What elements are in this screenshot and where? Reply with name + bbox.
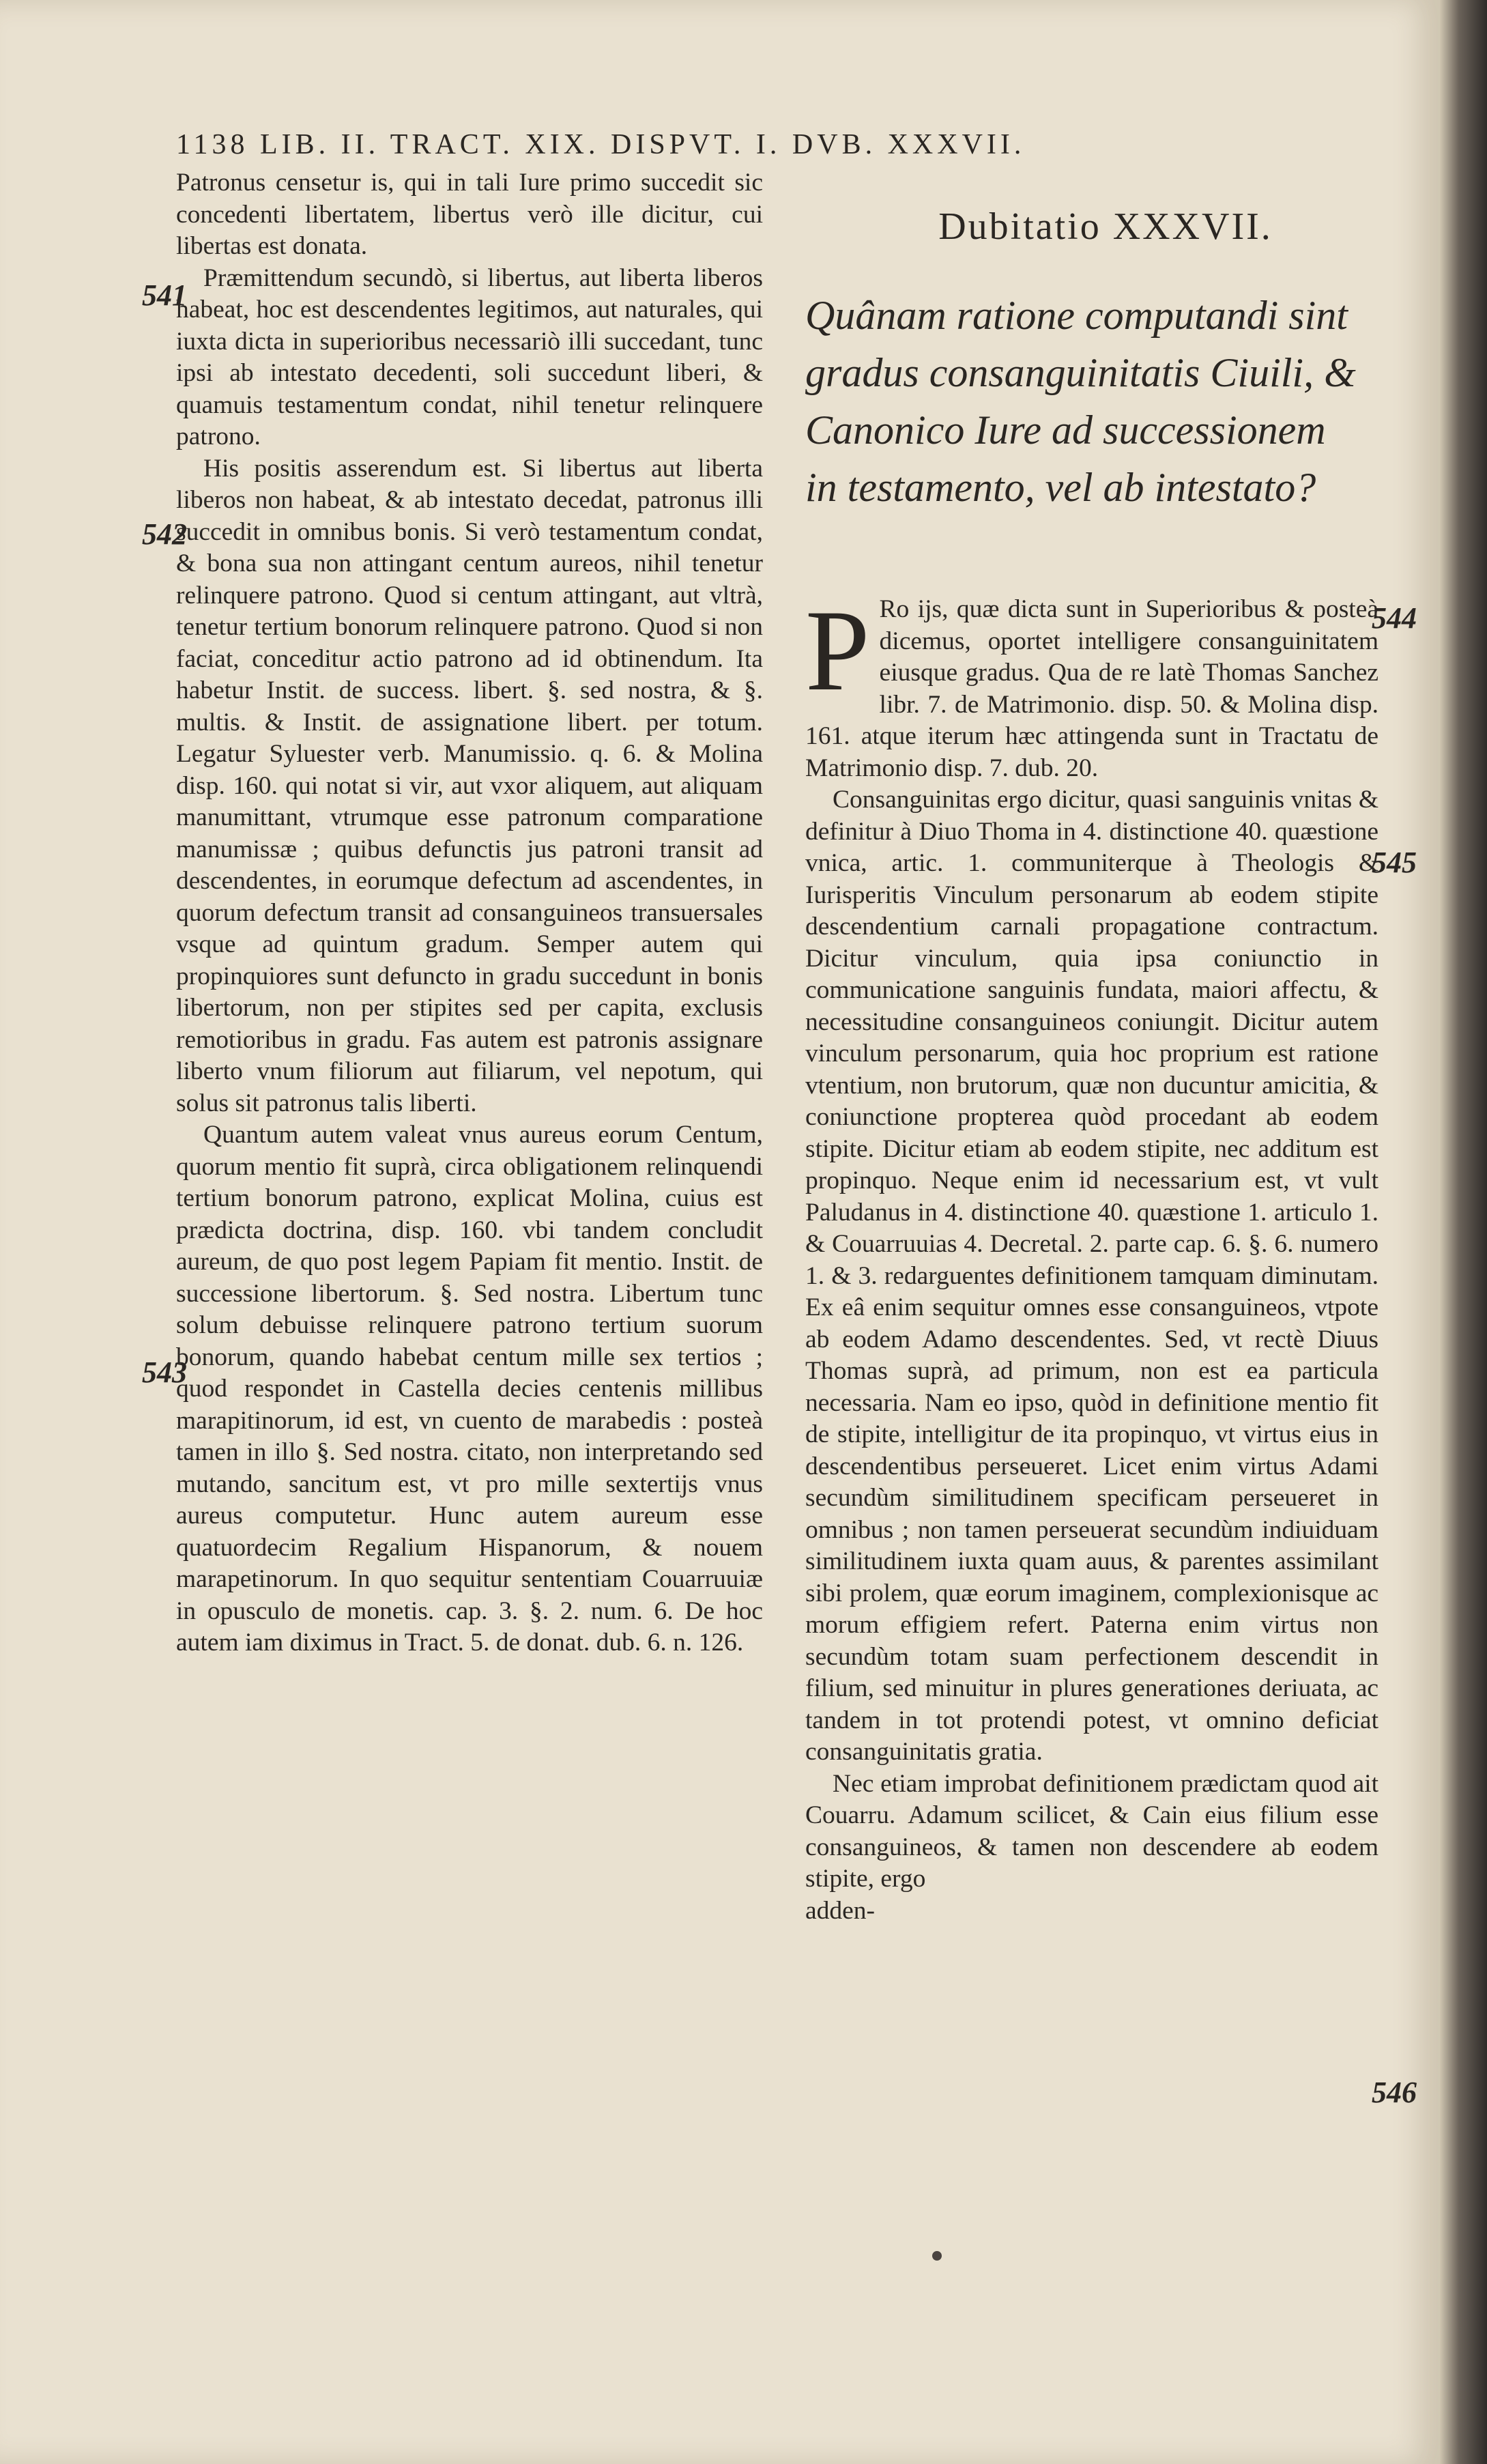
right-column [805, 586, 1378, 1927]
ink-dot [932, 2251, 942, 2261]
paragraph-542: His positis asserendum est. Si libertus aut liberta liberos non habeat, & ab intestato decedat, patronus illi succedit in omnibus bonis. Si verò testamentum condat, & bona sua non attingant centum aureos, nihil tenetur relinquere patrono. Quod si centum attingant, aut vltrà, tenetur tertium bonorum relinquere patrono. Quod si non faciat, conceditur actio patrono ad id obtinendum. Ita habetur Instit. de success. libert. §. sed nostra, & §. multis. & Instit. de assignatione libert. per totum. Legatur Syluester verb. Manumissio. q. 6. & Molina disp. 160. qui notat si vir, aut vxor aliquem, aut aliquam manumittant, vtrumque esse patronum comparatione manumissæ ; quibus defunctis jus patroni transit ad descendentes, in eorumque defectum ad ascendentes, in quorum defectum transit ad consanguineos transuersales vsque ad quintum gradum. Semper autem qui propinquiores sunt defuncto in gradu succedunt in bonis libertorum, non per stipites sed per capita, exclusis remotioribus in gradu. Fas autem est patronis assignare liberto vnum filiorum aut filiarum, vel nepotum, qui solus sit patronus talis liberti. [176, 454, 763, 1117]
margin-number-543: 543 [142, 1356, 187, 1389]
margin-number-546: 546 [1372, 2076, 1417, 2109]
margin-number-542: 542 [142, 517, 187, 551]
paragraph-544 [805, 586, 1378, 784]
margin-number-545: 545 [1372, 846, 1417, 879]
page-edge-shadow [1440, 0, 1487, 2464]
paragraph-541: Præmittendum secundò, si libertus, aut liberta liberos habeat, hoc est descendentes legitimos, aut naturales, qui iuxta dicta in superioribus necessariò illi succedant, tunc ipsi ab intestato decedenti, soli succedunt liberi, & quamuis testamentum condat, nihil tenetur relinquere patrono. [176, 263, 763, 450]
paragraph-intro: Patronus censetur is, qui in tali Iure primo succedit sic concedenti libertatem, libertus verò ille dicitur, cui libertas est donata. [176, 169, 763, 260]
paragraph-545: Consanguinitas ergo dicitur, quasi sanguinis vnitas & definitur à Diuo Thoma in 4. distinctione 40. quæstione vnica, artic. 1. communiterque à Theologis & Iurisperitis Vinculum personarum ab eodem stipite descendentium carnali propagatione contractum. Dicitur vinculum, quia ipsa coniunctio in communicatione sanguinis fundata, maiori affectu, & necessitudine consanguineos coniungit. Dicitur autem vinculum personarum, quia hoc proprium est ratione vtentium, non brutorum, quæ non ducuntur amicitia, & coniunctione propterea quòd procedant ab eodem stipite. Dicitur etiam ab eodem stipite, nec additum est propinquo. Neque enim id necessarium est, vt vult Paludanus in 4. distinctione 40. quæstione 1. articulo 1. & Couarruuias 4. Decretal. 2. parte cap. 6. §. 6. numero 1. & 3. redarguentes definitionem tamquam diminutam. Ex eâ enim sequitur omnes esse consanguineos, vtpote ab eodem Adamo descendentes. Sed, vt rectè Diuus Thomas suprà, ad primum, non est ea particula necessaria. Nam eo ipso, quòd in definitione mentio fit de stipite, intelligitur de ita propinquo, vt virtus eius in descendentibus perseueret. Licet enim virtus Adami secundùm similitudinem specificam perseueret in omnibus ; non tamen perseuerat secundùm indiuiduam similitudinem iuxta quam auus, & parentes assimilant sibi prolem, quæ eorum imaginem, complexionisque ac morum effigiem refert. Paterna enim virtus non secundùm totam suam perfectionem descendit in filium, sed minuitur in plures generationes deriuata, ac tandem in tot protendi potest, vt omnino deficiat consanguinitatis gratia. [805, 786, 1378, 1766]
paragraph-543: Quantum autem valeat vnus aureus eorum Centum, quorum mentio fit suprà, circa obligationem relinquendi tertium bonorum patrono, explicat Molina, cuius est prædicta doctrina, disp. 160. vbi tandem concludit aureum, de quo post legem Papiam fit mentio. Instit. de successione libertorum. §. Sed nostra. Libertum tunc solum debuisse relinquere patrono tertium suorum bonorum, quando habebat centum mille sex tertios ; quod respondet in Castella decies centenis millibus marapitinorum, id est, vn cuento de marabedis : posteà tamen in illo §. Sed nostra. citato, non interpretando sed mutando, sancitum est, vt pro mille sextertijs vnus aureus computetur. Hunc autem aureum esse quatuordecim Regalium Hispanorum, & nouem marapetinorum. In quo sequitur sententiam Couarruuiæ in opusculo de monetis. cap. 3. §. 2. num. 6. De hoc autem iam diximus in Tract. 5. de donat. dub. 6. n. 126. [176, 1121, 763, 1657]
margin-number-544: 544 [1372, 601, 1417, 635]
paragraph-544-text: Ro ijs, quæ dicta sunt in Superioribus & posteà dicemus, oportet intelligere consanguinitatem eiusque gradus. Qua de re latè Thomas Sanchez libr. 7. de Matrimonio. disp. 50. & Molina disp. 161. atque iterum hæc attingenda sunt in Tractatu de Matrimonio disp. 7. dub. 20. [805, 595, 1378, 782]
drop-cap: P [805, 586, 870, 715]
question-heading: Quânam ratione computandi sint gradus consanguinitatis Ciuili, & Canonico Iure ad successionem in testamento, vel ab intestato? [805, 293, 1356, 510]
dubitatio-title: Dubitatio XXXVII. [938, 205, 1273, 248]
paragraph-546: Nec etiam improbat definitionem prædictam quod ait Couarru. Adamum scilicet, & Cain eius filium esse consanguineos, & tamen non descendere ab eodem stipite, ergo [805, 1769, 1378, 1893]
left-column [176, 167, 763, 1659]
running-head: 1138 LIB. II. TRACT. XIX. DISPVT. I. DVB. XXXVII. [176, 129, 1026, 160]
margin-number-541: 541 [142, 278, 187, 312]
catchword: adden- [805, 1896, 876, 1925]
